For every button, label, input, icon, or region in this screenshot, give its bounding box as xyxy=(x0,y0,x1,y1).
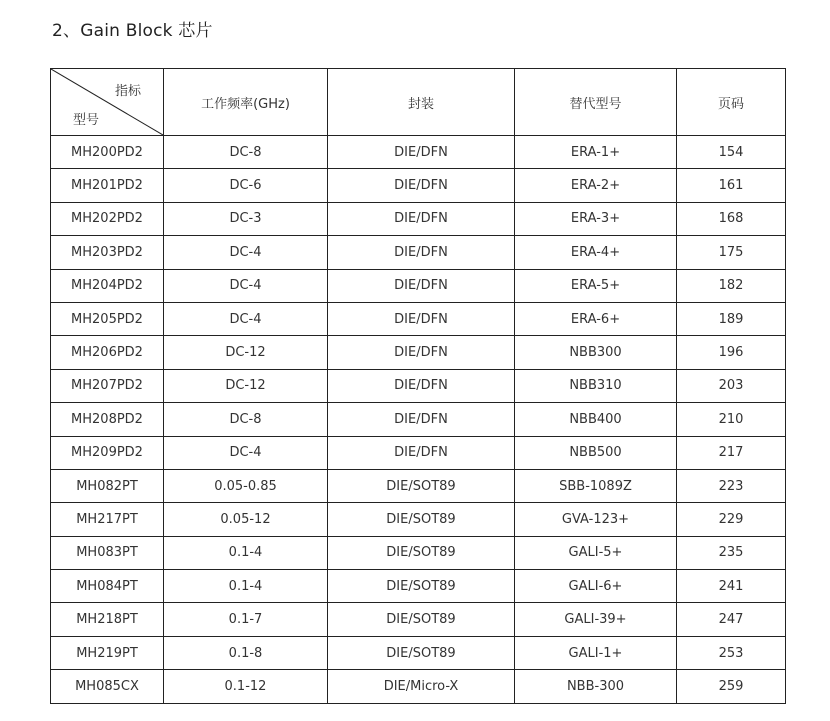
cell-replacement: GVA-123+ xyxy=(515,503,677,536)
cell-model: MH208PD2 xyxy=(51,403,164,436)
diagonal-divider xyxy=(51,69,163,135)
cell-package: DIE/Micro-X xyxy=(328,670,515,703)
table-row xyxy=(51,570,786,603)
cell-package: DIE/SOT89 xyxy=(328,570,515,603)
cell-page: 189 xyxy=(677,302,786,335)
cell-page: 229 xyxy=(677,503,786,536)
cell-replacement: GALI-6+ xyxy=(515,570,677,603)
cell-model: MH203PD2 xyxy=(51,236,164,269)
table-row xyxy=(51,202,786,235)
cell-package: DIE/DFN xyxy=(328,436,515,469)
cell-page: 203 xyxy=(677,369,786,402)
cell-frequency: DC-4 xyxy=(164,269,328,302)
cell-frequency: DC-4 xyxy=(164,236,328,269)
cell-page: 223 xyxy=(677,469,786,502)
section-heading: 2、Gain Block 芯片 xyxy=(52,21,213,41)
corner-label-indicator: 指标 xyxy=(114,84,141,99)
column-header-page: 页码 xyxy=(677,69,786,136)
table-row xyxy=(51,269,786,302)
cell-page: 253 xyxy=(677,636,786,669)
cell-frequency: 0.1-4 xyxy=(164,536,328,569)
cell-replacement: ERA-1+ xyxy=(515,136,677,169)
cell-model: MH207PD2 xyxy=(51,369,164,402)
cell-replacement: ERA-2+ xyxy=(515,169,677,202)
cell-model: MH217PT xyxy=(51,503,164,536)
cell-model: MH085CX xyxy=(51,670,164,703)
cell-model: MH201PD2 xyxy=(51,169,164,202)
cell-package: DIE/SOT89 xyxy=(328,503,515,536)
table-row xyxy=(51,503,786,536)
cell-replacement: ERA-4+ xyxy=(515,236,677,269)
table-row xyxy=(51,169,786,202)
cell-frequency: DC-3 xyxy=(164,202,328,235)
cell-replacement: ERA-6+ xyxy=(515,302,677,335)
cell-frequency: DC-8 xyxy=(164,403,328,436)
cell-model: MH083PT xyxy=(51,536,164,569)
table-row xyxy=(51,436,786,469)
cell-model: MH218PT xyxy=(51,603,164,636)
cell-replacement: NBB500 xyxy=(515,436,677,469)
cell-replacement: NBB310 xyxy=(515,369,677,402)
cell-page: 161 xyxy=(677,169,786,202)
cell-replacement: ERA-3+ xyxy=(515,202,677,235)
cell-model: MH205PD2 xyxy=(51,302,164,335)
cell-model: MH209PD2 xyxy=(51,436,164,469)
table-row xyxy=(51,603,786,636)
cell-frequency: 0.05-12 xyxy=(164,503,328,536)
cell-replacement: GALI-5+ xyxy=(515,536,677,569)
table-row xyxy=(51,403,786,436)
cell-package: DIE/DFN xyxy=(328,202,515,235)
cell-replacement: NBB400 xyxy=(515,403,677,436)
cell-model: MH206PD2 xyxy=(51,336,164,369)
cell-page: 235 xyxy=(677,536,786,569)
column-header-frequency: 工作频率(GHz) xyxy=(164,69,328,136)
table-row xyxy=(51,302,786,335)
cell-package: DIE/DFN xyxy=(328,236,515,269)
cell-replacement: NBB-300 xyxy=(515,670,677,703)
table-body xyxy=(51,136,786,704)
cell-frequency: DC-8 xyxy=(164,136,328,169)
cell-frequency: 0.05-0.85 xyxy=(164,469,328,502)
cell-page: 154 xyxy=(677,136,786,169)
cell-package: DIE/SOT89 xyxy=(328,469,515,502)
gain-block-table xyxy=(50,68,786,704)
cell-frequency: DC-12 xyxy=(164,369,328,402)
cell-page: 210 xyxy=(677,403,786,436)
table-row xyxy=(51,670,786,703)
cell-package: DIE/DFN xyxy=(328,136,515,169)
cell-frequency: DC-4 xyxy=(164,302,328,335)
cell-frequency: 0.1-4 xyxy=(164,570,328,603)
cell-replacement: NBB300 xyxy=(515,336,677,369)
cell-model: MH200PD2 xyxy=(51,136,164,169)
cell-replacement: GALI-39+ xyxy=(515,603,677,636)
table-row xyxy=(51,236,786,269)
cell-frequency: 0.1-7 xyxy=(164,603,328,636)
cell-frequency: 0.1-8 xyxy=(164,636,328,669)
cell-frequency: DC-12 xyxy=(164,336,328,369)
cell-page: 247 xyxy=(677,603,786,636)
cell-model: MH082PT xyxy=(51,469,164,502)
cell-package: DIE/DFN xyxy=(328,269,515,302)
cell-model: MH202PD2 xyxy=(51,202,164,235)
cell-replacement: SBB-1089Z xyxy=(515,469,677,502)
table-row xyxy=(51,336,786,369)
column-header-replacement: 替代型号 xyxy=(515,69,677,136)
cell-frequency: DC-4 xyxy=(164,436,328,469)
table-row xyxy=(51,369,786,402)
cell-package: DIE/DFN xyxy=(328,403,515,436)
cell-frequency: 0.1-12 xyxy=(164,670,328,703)
cell-model: MH084PT xyxy=(51,570,164,603)
table-row xyxy=(51,536,786,569)
cell-page: 241 xyxy=(677,570,786,603)
cell-page: 259 xyxy=(677,670,786,703)
cell-replacement: GALI-1+ xyxy=(515,636,677,669)
cell-package: DIE/DFN xyxy=(328,302,515,335)
cell-page: 217 xyxy=(677,436,786,469)
cell-package: DIE/DFN xyxy=(328,336,515,369)
table-row xyxy=(51,469,786,502)
column-header-package: 封装 xyxy=(328,69,515,136)
corner-label-model: 型号 xyxy=(73,113,100,128)
header-row xyxy=(51,69,786,136)
cell-package: DIE/SOT89 xyxy=(328,536,515,569)
table-row xyxy=(51,136,786,169)
table-row xyxy=(51,636,786,669)
cell-package: DIE/DFN xyxy=(328,369,515,402)
cell-package: DIE/SOT89 xyxy=(328,636,515,669)
cell-package: DIE/DFN xyxy=(328,169,515,202)
cell-model: MH204PD2 xyxy=(51,269,164,302)
cell-page: 168 xyxy=(677,202,786,235)
cell-page: 196 xyxy=(677,336,786,369)
corner-header-cell xyxy=(51,69,164,136)
cell-replacement: ERA-5+ xyxy=(515,269,677,302)
cell-package: DIE/SOT89 xyxy=(328,603,515,636)
cell-page: 182 xyxy=(677,269,786,302)
cell-frequency: DC-6 xyxy=(164,169,328,202)
cell-page: 175 xyxy=(677,236,786,269)
cell-model: MH219PT xyxy=(51,636,164,669)
